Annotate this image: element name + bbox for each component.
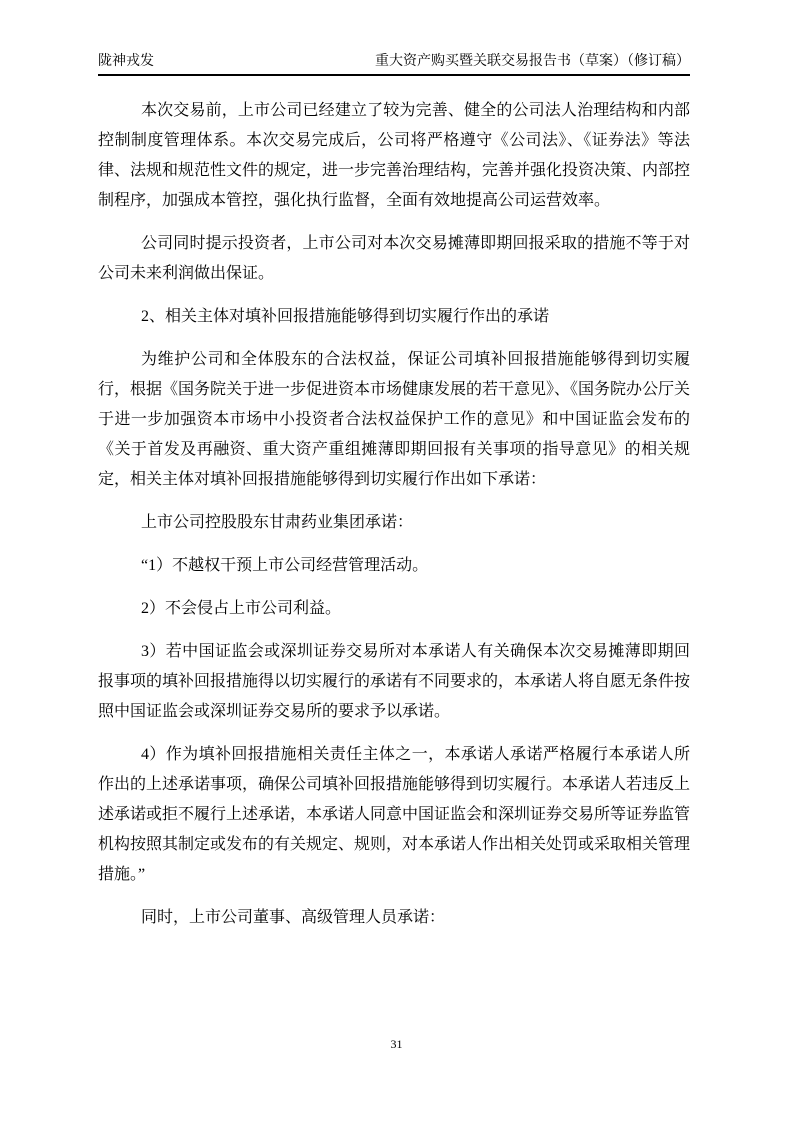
page-number: 31	[390, 1037, 403, 1051]
paragraph-commitment-item-3: 3）若中国证监会或深圳证券交易所对本承诺人有关确保本次交易摊薄即期回报事项的填补回报措施得以切实履行的承诺有不同要求的，本承诺人将自愿无条件按照中国证监会或深圳证券交易所的要求予以承诺。	[98, 643, 691, 720]
header-company-name: 陇神戎发	[98, 54, 154, 69]
paragraph-commitment-item-1: “1）不越权干预上市公司经营管理活动。	[141, 557, 429, 574]
paragraph-legal-basis: 为维护公司和全体股东的合法权益，保证公司填补回报措施能够得到切实履行，根据《国务院关于进一步促进资本市场健康发展的若干意见》、《国务院办公厅关于进一步加强资本市场中小投资者合法权益保护工作的意见》和中国证监会发布的《关于首发及再融资、重大资产重组摊薄即期回报有关事项的指导意见》的相关规定，相关主体对填补回报措施能够得到切实履行作出如下承诺：	[98, 351, 691, 488]
paragraph-controlling-shareholder-intro: 上市公司控股股东甘肃药业集团承诺：	[141, 514, 414, 531]
paragraph-investor-notice: 公司同时提示投资者，上市公司对本次交易摊薄即期回报采取的措施不等于对公司未来利润做出保证。	[98, 235, 690, 282]
paragraph-directors-commitment-intro: 同时，上市公司董事、高级管理人员承诺：	[141, 909, 446, 926]
header-report-title: 重大资产购买暨关联交易报告书（草案）（修订稿）	[375, 54, 690, 69]
section-heading-commitments: 2、相关主体对填补回报措施能够得到切实履行作出的承诺	[141, 308, 550, 325]
paragraph-commitment-item-2: 2）不会侵占上市公司利益。	[141, 600, 342, 617]
page-header	[98, 53, 690, 76]
document-body	[98, 96, 690, 946]
paragraph-governance-structure: 本次交易前，上市公司已经建立了较为完善、健全的公司法人治理结构和内部控制制度管理体系。本次交易完成后，公司将严格遵守《公司法》、《证券法》等法律、法规和规范性文件的规定，进一步完善治理结构，完善并强化投资决策、内部控制程序，加强成本管控，强化执行监督，全面有效地提高公司运营效率。	[98, 102, 691, 209]
page-footer	[0, 1036, 793, 1052]
paragraph-commitment-item-4: 4）作为填补回报措施相关责任主体之一，本承诺人承诺严格履行本承诺人所作出的上述承诺事项，确保公司填补回报措施能够得到切实履行。本承诺人若违反上述承诺或拒不履行上述承诺，本承诺人同意中国证监会和深圳证券交易所等证券监管机构按照其制定或发布的有关规定、规则，对本承诺人作出相关处罚或采取相关管理措施。”	[98, 746, 691, 883]
